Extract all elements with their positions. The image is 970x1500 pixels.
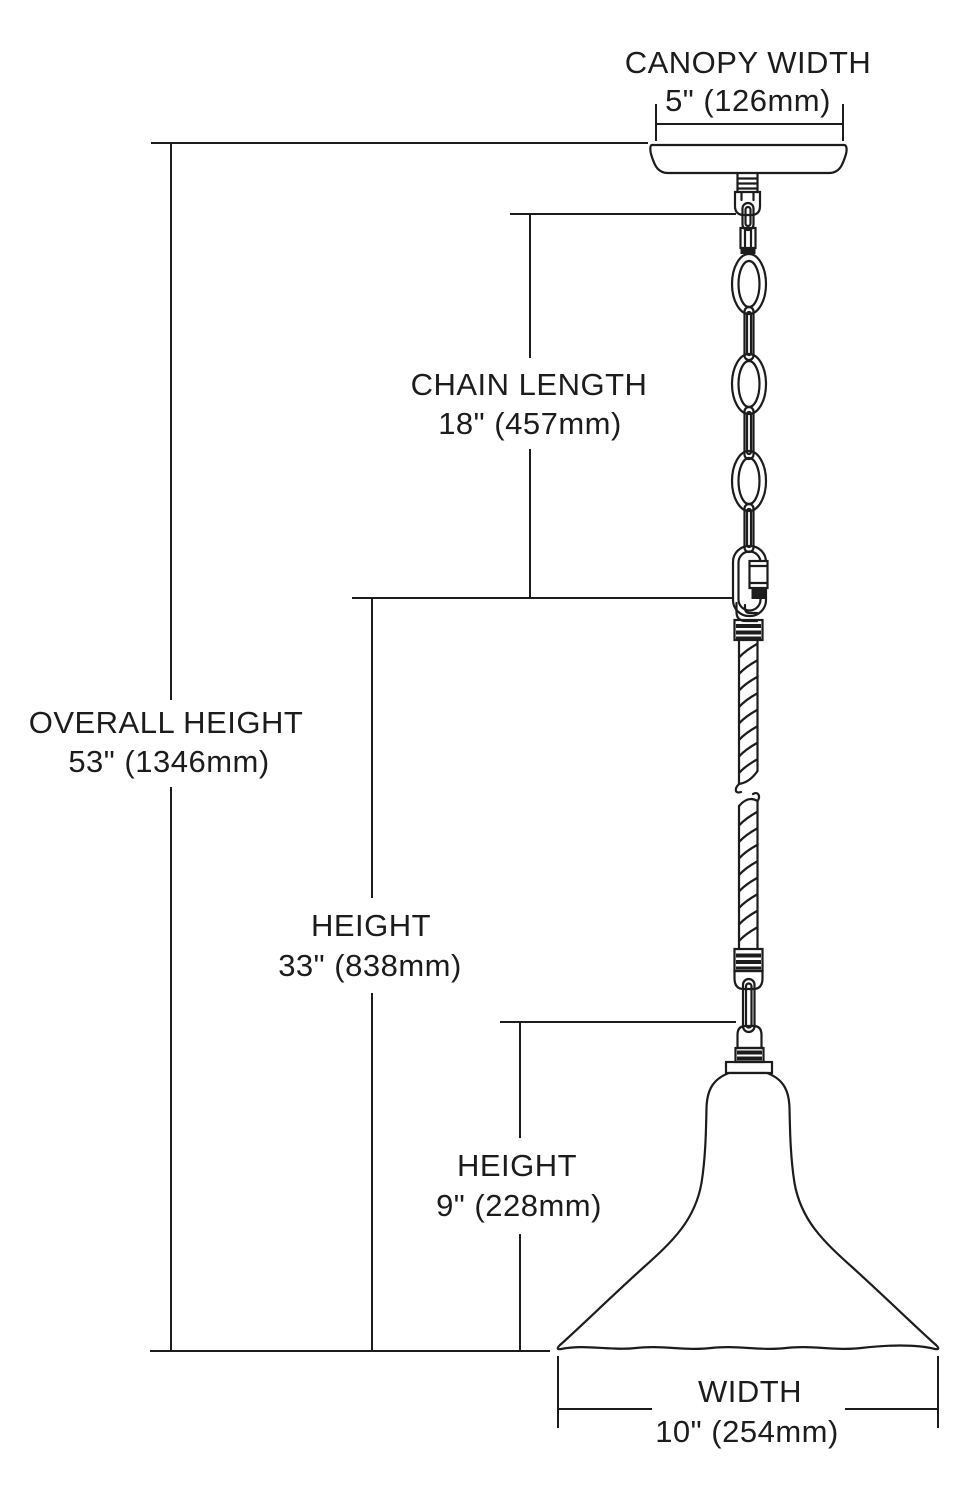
chain-link [739, 458, 760, 504]
chain-side-link [747, 312, 751, 355]
chain-link [732, 354, 766, 414]
fixture-height-value: 33" (838mm) [278, 948, 462, 983]
rope-lower [739, 793, 759, 949]
quick-link [733, 546, 768, 616]
chain-link [739, 261, 760, 307]
shade-height-label: HEIGHT [456, 1148, 578, 1183]
canopy-width-label: CANOPY WIDTH [624, 45, 872, 80]
chain [732, 254, 766, 552]
stem-connector [741, 228, 756, 254]
shade-outline [558, 1073, 939, 1349]
chain-side-link [747, 412, 751, 454]
rope-ferrule-top [735, 620, 763, 640]
shade-collar [726, 1062, 772, 1073]
rope-upper [736, 640, 758, 792]
fixture-height-label: HEIGHT [310, 908, 432, 943]
stem-threaded-nipple [738, 173, 758, 192]
shade-link [743, 979, 755, 1032]
chain-link [739, 361, 760, 407]
overall-height-label: OVERALL HEIGHT [28, 705, 304, 740]
stem-link [743, 203, 754, 230]
overall-height-value: 53" (1346mm) [68, 744, 270, 779]
chain-length-label: CHAIN LENGTH [410, 367, 648, 402]
canopy-outline [650, 145, 846, 173]
chain-length-value: 18" (457mm) [438, 406, 622, 441]
canopy-width-value: 5" (126mm) [665, 83, 831, 118]
fixture-drawing [558, 145, 939, 1349]
chain-link [732, 254, 766, 314]
shade-width-label: WIDTH [697, 1374, 803, 1409]
shade-width-value: 10" (254mm) [655, 1414, 839, 1449]
chain-side-link [747, 509, 751, 547]
shade-height-value: 9" (228mm) [436, 1188, 602, 1223]
